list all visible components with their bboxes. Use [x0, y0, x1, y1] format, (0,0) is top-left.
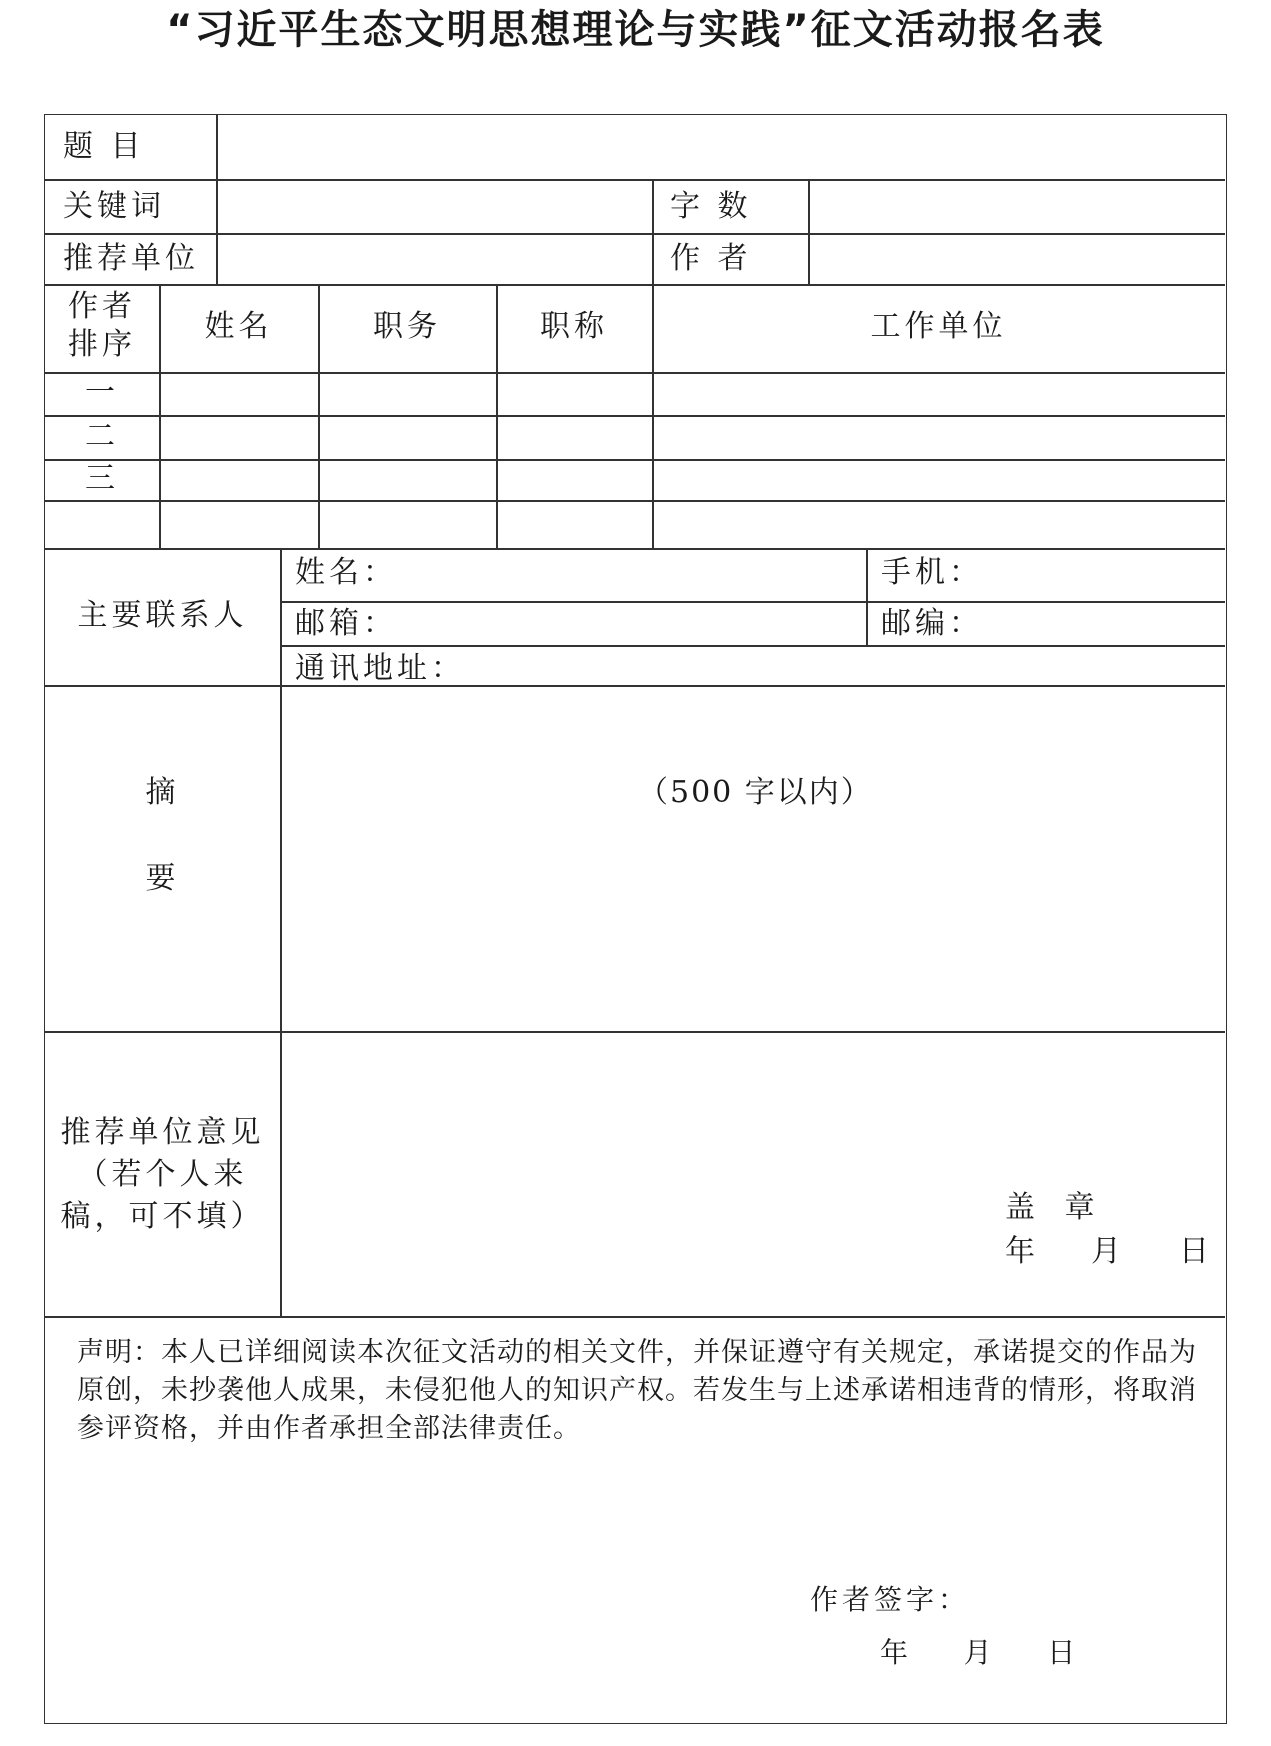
- keywords-label: 关键词: [63, 189, 165, 224]
- opinion-label: 推荐单位意见: [60, 1115, 265, 1150]
- email-label: 邮箱：: [295, 606, 397, 641]
- contact-name-label: 姓名：: [295, 555, 397, 590]
- date-month-label: 月: [1091, 1234, 1125, 1269]
- registration-form: [44, 114, 1227, 1724]
- abstract-label-2: 要: [145, 861, 180, 896]
- statement-text: 声明：本人已详细阅读本次征文活动的相关文件，并保证遵守有关规定，承诺提交的作品为原创，未抄袭他人成果，未侵犯他人的知识产权。若发生与上述承诺相违背的情形，将取消参评资格，并由作者承担全部法律责任。: [77, 1337, 1197, 1444]
- author-order-label-2: 排序: [68, 327, 136, 362]
- topic-field[interactable]: [218, 117, 1223, 177]
- date-day-label: 日: [1179, 1234, 1213, 1269]
- word-count-field[interactable]: [810, 181, 1223, 231]
- address-label: 通讯地址：: [295, 651, 465, 686]
- author-row-label: 一: [85, 375, 119, 410]
- abstract-label: 摘: [145, 775, 180, 810]
- position-column-header: 职务: [373, 309, 441, 344]
- job-title-column-header: 职称: [540, 309, 608, 344]
- recommending-unit-field[interactable]: [218, 235, 650, 282]
- abstract-field[interactable]: [282, 687, 1223, 1029]
- opinion-label-2: （若个人来: [77, 1157, 248, 1192]
- recommending-unit-label: 推荐单位: [63, 241, 199, 276]
- signature-label: 作者签字：: [810, 1583, 971, 1616]
- sign-date-label: 年 月 日: [880, 1636, 1080, 1669]
- date-year-label: 年: [1005, 1234, 1039, 1269]
- word-count-label: 字 数: [670, 189, 752, 224]
- topic-label: 题 目: [63, 129, 145, 164]
- opinion-field[interactable]: [282, 1033, 1223, 1314]
- page-title: “习近平生态文明思想理论与实践”征文活动报名表: [166, 7, 1105, 53]
- mobile-label: 手机：: [881, 555, 983, 590]
- author-order-label: 作者: [68, 289, 136, 324]
- author-label: 作 者: [670, 241, 752, 276]
- author-row-label: 二: [85, 419, 119, 454]
- main-contact-label: 主要联系人: [77, 598, 248, 633]
- postcode-label: 邮编：: [881, 606, 983, 641]
- abstract-hint: （500 字以内）: [638, 775, 873, 810]
- work-unit-column-header: 工作单位: [870, 309, 1007, 344]
- author-field[interactable]: [810, 235, 1223, 282]
- opinion-label-3: 稿，可不填）: [60, 1199, 265, 1234]
- signature-field[interactable]: [965, 1577, 1205, 1621]
- author-row-label: 三: [85, 461, 119, 496]
- name-column-header: 姓名: [204, 309, 273, 344]
- seal-label: 盖 章: [1005, 1190, 1105, 1225]
- keywords-field[interactable]: [218, 181, 650, 231]
